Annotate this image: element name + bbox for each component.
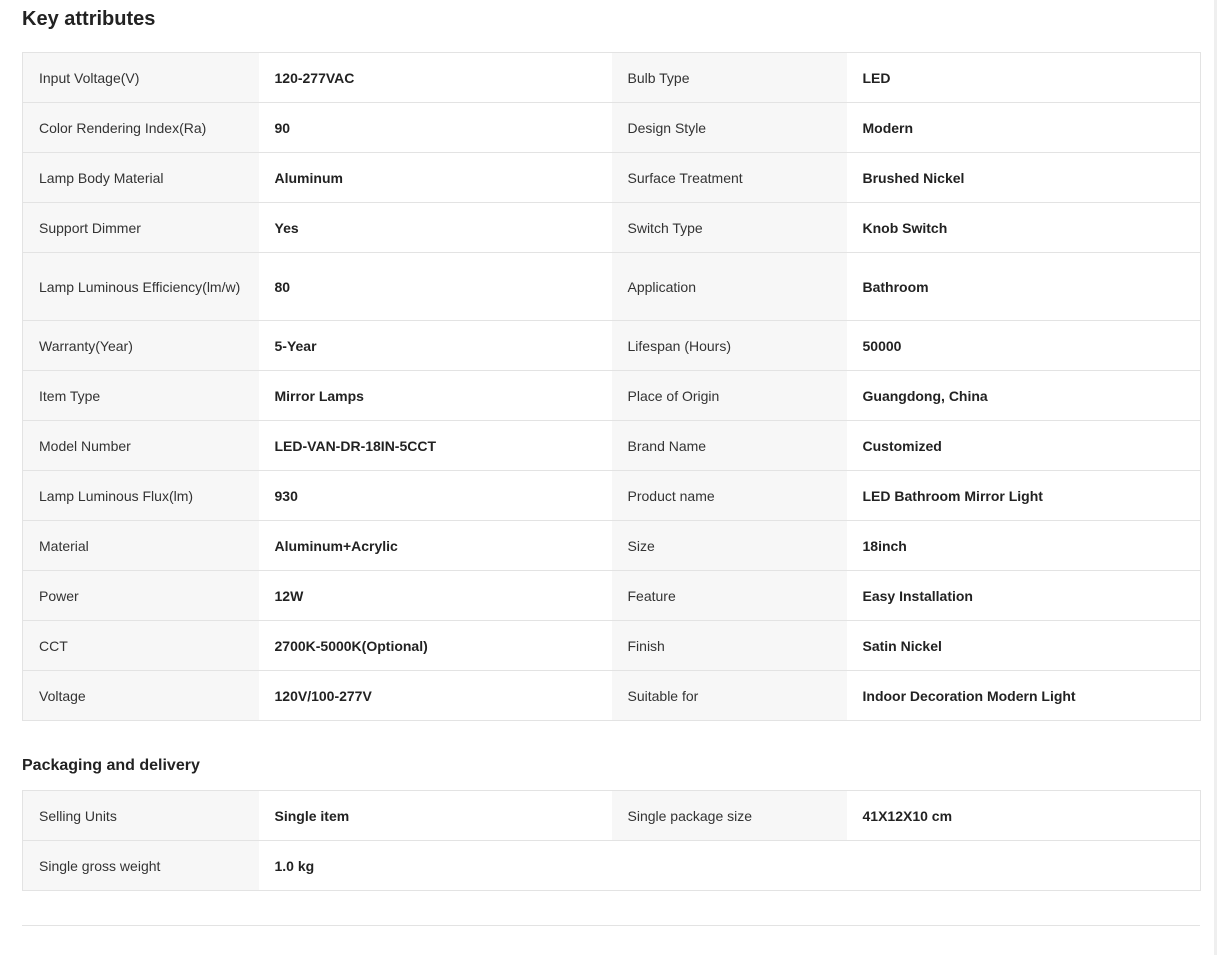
packaging-value: Single item — [259, 791, 612, 841]
attribute-label: Lamp Body Material — [23, 153, 259, 203]
attribute-label: Color Rendering Index(Ra) — [23, 103, 259, 153]
packaging-label: Selling Units — [23, 791, 259, 841]
attribute-row — [23, 321, 1201, 371]
attribute-value: 80 — [259, 253, 612, 321]
attribute-row — [23, 53, 1201, 103]
attribute-label: Product name — [612, 471, 847, 521]
attribute-row — [23, 621, 1201, 671]
attribute-label: Size — [612, 521, 847, 571]
attribute-value: Indoor Decoration Modern Light — [847, 671, 1201, 721]
attribute-label: Support Dimmer — [23, 203, 259, 253]
attribute-label: Lifespan (Hours) — [612, 321, 847, 371]
attribute-value: Satin Nickel — [847, 621, 1201, 671]
attribute-value: Modern — [847, 103, 1201, 153]
attribute-value: Bathroom — [847, 253, 1201, 321]
attribute-label: Bulb Type — [612, 53, 847, 103]
attribute-value: Mirror Lamps — [259, 371, 612, 421]
attribute-value: LED-VAN-DR-18IN-5CCT — [259, 421, 612, 471]
attribute-value: 50000 — [847, 321, 1201, 371]
attribute-row — [23, 371, 1201, 421]
attribute-value: 18inch — [847, 521, 1201, 571]
packaging-row — [23, 841, 1201, 891]
attribute-value: 5-Year — [259, 321, 612, 371]
packaging-label: Single gross weight — [23, 841, 259, 891]
packaging-label: Single package size — [612, 791, 847, 841]
attribute-value: 12W — [259, 571, 612, 621]
attribute-label: Lamp Luminous Efficiency(lm/w) — [23, 253, 259, 321]
attribute-value: Aluminum+Acrylic — [259, 521, 612, 571]
attribute-label: Brand Name — [612, 421, 847, 471]
attribute-row — [23, 521, 1201, 571]
attribute-label: Surface Treatment — [612, 153, 847, 203]
attribute-label: CCT — [23, 621, 259, 671]
attribute-value: Aluminum — [259, 153, 612, 203]
attribute-label: Lamp Luminous Flux(lm) — [23, 471, 259, 521]
packaging-row — [23, 791, 1201, 841]
section-divider — [22, 925, 1200, 926]
attribute-value: Easy Installation — [847, 571, 1201, 621]
attribute-label: Power — [23, 571, 259, 621]
packaging-value: 1.0 kg — [259, 841, 612, 891]
attribute-row — [23, 421, 1201, 471]
attribute-value: 930 — [259, 471, 612, 521]
attribute-label: Material — [23, 521, 259, 571]
attribute-value: Yes — [259, 203, 612, 253]
attribute-row — [23, 153, 1201, 203]
attribute-label: Place of Origin — [612, 371, 847, 421]
attribute-value: 90 — [259, 103, 612, 153]
attribute-row — [23, 571, 1201, 621]
key-attributes-table — [22, 52, 1201, 721]
attribute-label: Warranty(Year) — [23, 321, 259, 371]
attribute-label: Design Style — [612, 103, 847, 153]
attribute-label: Application — [612, 253, 847, 321]
packaging-empty-cell — [847, 841, 1201, 891]
attribute-row — [23, 103, 1201, 153]
attribute-label: Finish — [612, 621, 847, 671]
attribute-value: 120-277VAC — [259, 53, 612, 103]
attribute-value: Knob Switch — [847, 203, 1201, 253]
key-attributes-title: Key attributes — [22, 8, 156, 30]
attribute-value: 120V/100-277V — [259, 671, 612, 721]
attribute-label: Voltage — [23, 671, 259, 721]
packaging-empty-cell — [612, 841, 847, 891]
attribute-value: LED Bathroom Mirror Light — [847, 471, 1201, 521]
attribute-row — [23, 253, 1201, 321]
attribute-value: Customized — [847, 421, 1201, 471]
packaging-delivery-table — [22, 790, 1201, 891]
attribute-label: Feature — [612, 571, 847, 621]
attribute-value: Brushed Nickel — [847, 153, 1201, 203]
attribute-label: Switch Type — [612, 203, 847, 253]
attribute-label: Suitable for — [612, 671, 847, 721]
attribute-value: 2700K-5000K(Optional) — [259, 621, 612, 671]
attribute-row — [23, 471, 1201, 521]
attribute-value: LED — [847, 53, 1201, 103]
attribute-row — [23, 203, 1201, 253]
attribute-value: Guangdong, China — [847, 371, 1201, 421]
attribute-label: Input Voltage(V) — [23, 53, 259, 103]
packaging-value: 41X12X10 cm — [847, 791, 1201, 841]
attribute-label: Model Number — [23, 421, 259, 471]
attribute-row — [23, 671, 1201, 721]
packaging-delivery-title: Packaging and delivery — [22, 757, 200, 774]
attribute-label: Item Type — [23, 371, 259, 421]
